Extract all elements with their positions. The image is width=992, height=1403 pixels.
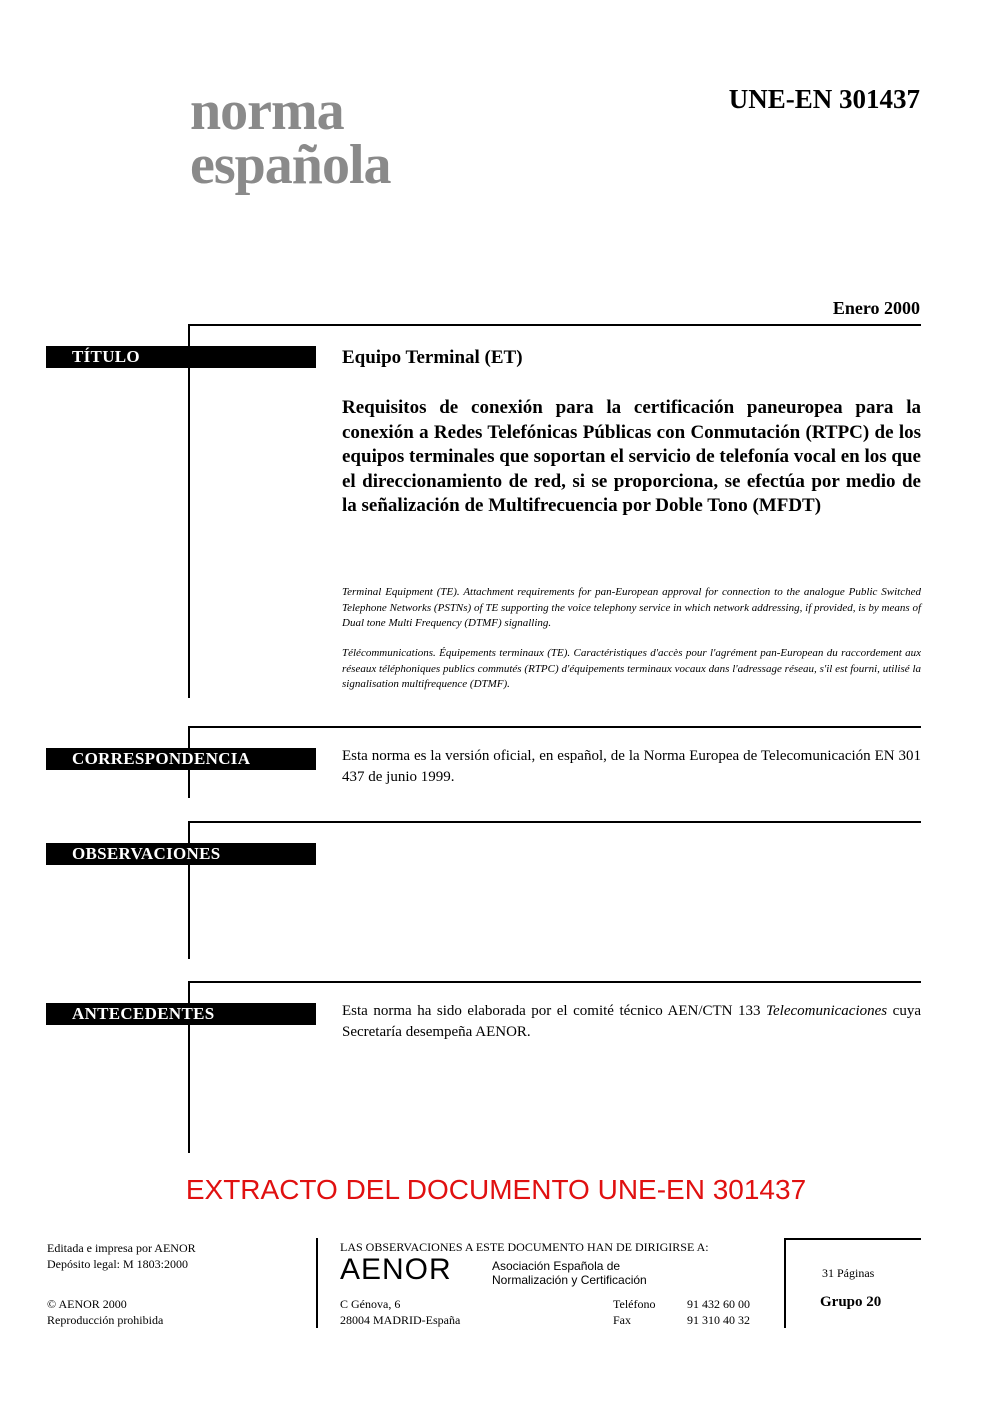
title-english: Terminal Equipment (TE). Attachment requirements for pan-European approval for connection to the analogue Public Switched Telephone Networks (PSTNs) of TE supporting the voice telephony service in which network addressing, if provided, is by means of Dual tone Multi Frequency (DTMF) signalling. [342, 586, 921, 629]
footer-edition-info [47, 1241, 196, 1272]
standard-code: UNE-EN 301437 [728, 84, 920, 114]
page-count: 31 Páginas [822, 1266, 875, 1280]
aenor-org-line2: Normalización y Certificación [492, 1273, 647, 1287]
footer-reproduction: Reproducción prohibida [47, 1312, 164, 1327]
antecedentes-text-end: cuya Secretaría desempeña AENOR. [342, 1003, 921, 1040]
footer-address [340, 1297, 460, 1328]
title-main: Equipo Terminal (ET) [342, 347, 523, 368]
correspondencia-text: Esta norma es la versión oficial, en español, de la Norma Europea de Telecomunicación EN 301 437 de junio 1999. [342, 748, 921, 785]
label-correspondencia: CORRESPONDENCIA [46, 748, 316, 770]
publication-date: Enero 2000 [832, 298, 920, 318]
footer-address-street: C Génova, 6 [340, 1297, 401, 1311]
label-observaciones: OBSERVACIONES [46, 843, 316, 865]
footer-address-city: 28004 MADRID-España [340, 1312, 461, 1327]
footer-contact-labels [613, 1297, 655, 1328]
label-antecedentes: ANTECEDENTES [46, 1003, 316, 1025]
aenor-org-line1: Asociación Española de [492, 1259, 621, 1273]
footer-contact-numbers [687, 1297, 750, 1328]
divider-titulo [188, 324, 921, 326]
logo-line-espanola: española [190, 134, 391, 196]
footer-publisher: Editada e impresa por AENOR [47, 1241, 196, 1255]
footer-divider-right [784, 1238, 786, 1328]
vertical-rule-titulo [188, 324, 190, 698]
vertical-rule-observaciones [188, 821, 190, 959]
title-subtitle: Requisitos de conexión para la certificación paneuropea para la conexión a Redes Telefónicas Públicas con Conmutación (RTPC) de los equipos terminales que soportan el servicio de telefonía vocal en los que el direccionamiento de red, si se proporciona, se efectúa por medio de la señalización de Multifrecuencia por Doble Tono (MFDT) [342, 397, 921, 516]
footer-copyright-info [47, 1297, 163, 1328]
price-group: Grupo 20 [820, 1294, 882, 1310]
footer-contact-heading: LAS OBSERVACIONES A ESTE DOCUMENTO HAN DE DIRIGIRSE A: [340, 1240, 709, 1254]
aenor-logo: AENOR [340, 1253, 452, 1286]
footer-divider-left [316, 1238, 318, 1328]
aenor-org-name [492, 1259, 647, 1287]
antecedentes-committee-name: Telecomunicaciones [766, 1003, 888, 1019]
norma-espanola-logo [190, 80, 391, 196]
footer-copyright: © AENOR 2000 [47, 1297, 127, 1311]
extract-banner: EXTRACTO DEL DOCUMENTO UNE-EN 301437 [185, 1174, 807, 1205]
footer-box-top [784, 1238, 921, 1240]
footer-fax-number: 91 310 40 32 [687, 1312, 750, 1327]
divider-correspondencia [188, 726, 921, 728]
label-titulo: TÍTULO [46, 346, 316, 368]
antecedentes-text [342, 1001, 921, 1043]
logo-line-norma: norma [190, 80, 344, 142]
footer-phone-number: 91 432 60 00 [687, 1297, 750, 1311]
footer-legal-deposit: Depósito legal: M 1803:2000 [47, 1256, 188, 1271]
antecedentes-text-start: Esta norma ha sido elaborada por el comité técnico AEN/CTN 133 [342, 1003, 767, 1019]
footer-fax-label: Fax [613, 1312, 631, 1327]
divider-antecedentes [188, 981, 921, 983]
divider-observaciones [188, 821, 921, 823]
footer-phone-label: Teléfono [613, 1297, 656, 1311]
title-french: Télécommunications. Équipements terminaux (TE). Caractéristiques d'accès pour l'agrément pan-European du raccordement aux réseaux téléphoniques publics commutés (RTPC) d'équipements terminaux vocaux dans l'adressage réseau, s'il est fourni, utilisé la signalisation multifrequence (DTMF). [342, 647, 921, 690]
